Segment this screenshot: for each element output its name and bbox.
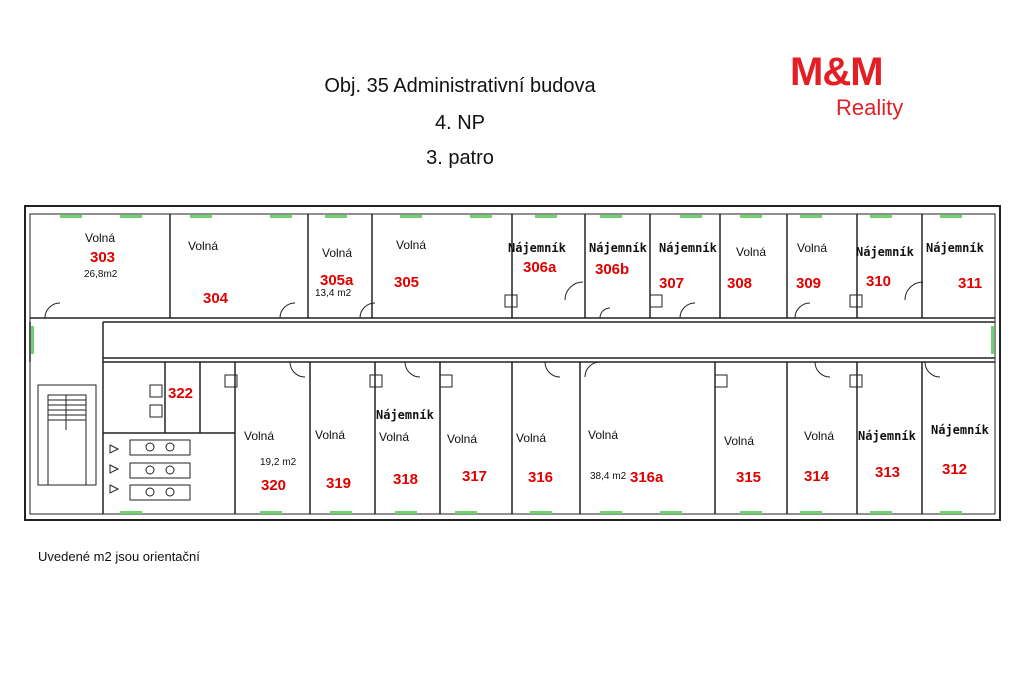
room-312-number: 312	[942, 461, 968, 478]
room-303-number: 303	[90, 249, 116, 266]
room-320-area: 19,2 m2	[260, 457, 297, 468]
room-316a-area: 38,4 m2	[590, 471, 627, 482]
room-305a-area: 13,4 m2	[315, 288, 352, 299]
room-304-status: Volná	[188, 239, 219, 253]
room-318-status: Volná	[379, 430, 410, 444]
room-319-number: 319	[326, 475, 352, 492]
room-319-status: Volná	[315, 428, 346, 442]
room-316-status: Volná	[516, 431, 547, 445]
room-316a-number: 316a	[630, 469, 664, 486]
mm-reality-logo	[790, 52, 920, 132]
sinks	[150, 295, 862, 417]
room-304-number: 304	[203, 290, 229, 307]
room-314-number: 314	[804, 468, 830, 485]
room-315-number: 315	[736, 469, 762, 486]
room-306b-status: Nájemník	[589, 241, 647, 255]
storey-label: 3. patro	[426, 147, 494, 169]
room-309-status: Volná	[797, 241, 828, 255]
room-305-status: Volná	[396, 238, 427, 252]
corridor	[30, 318, 995, 362]
logo-subtitle: Reality	[836, 95, 904, 120]
room-305a-number: 305a	[320, 272, 354, 289]
room-310-number: 310	[866, 273, 892, 290]
room-306a-number: 306a	[523, 259, 557, 276]
room-311-status: Nájemník	[926, 241, 984, 255]
room-308-status: Volná	[736, 245, 767, 259]
wc-fixtures	[110, 440, 190, 500]
plan-title: Obj. 35 Administrativní budova	[324, 75, 596, 97]
floor-label: 4. NP	[434, 112, 486, 134]
room-303-status: Volná	[85, 231, 116, 245]
room-303-area: 26,8m2	[84, 269, 118, 280]
room-318-number: 318	[393, 471, 419, 488]
room-305-number: 305	[394, 274, 420, 291]
room-313-number: 313	[875, 464, 901, 481]
room-306a-status: Nájemník	[508, 241, 566, 255]
room-317-status: Volná	[447, 432, 478, 446]
bottom-room-walls	[103, 362, 922, 514]
room-314-status: Volná	[804, 429, 835, 443]
room-320-status: Volná	[244, 429, 275, 443]
logo-mark: M&M	[790, 50, 883, 94]
room-309-number: 309	[796, 275, 822, 292]
area-disclaimer: Uvedené m2 jsou orientační	[38, 549, 200, 564]
room-315-status: Volná	[724, 434, 755, 448]
room-317-number: 317	[462, 468, 488, 485]
room-316a-status: Volná	[588, 428, 619, 442]
room-308-number: 308	[727, 275, 753, 292]
room-311-number: 311	[958, 275, 983, 292]
room-318-tenant: Nájemník	[376, 408, 434, 422]
room-310-status: Nájemník	[856, 245, 914, 259]
floor-plan	[0, 195, 1025, 525]
room-322-number: 322	[168, 385, 194, 402]
room-313-status: Nájemník	[858, 429, 916, 443]
staircase	[38, 385, 96, 485]
room-307-number: 307	[659, 275, 685, 292]
room-306b-number: 306b	[595, 261, 630, 278]
room-316-number: 316	[528, 469, 554, 486]
room-307-status: Nájemník	[659, 241, 717, 255]
room-312-status: Nájemník	[931, 423, 989, 437]
room-305a-status: Volná	[322, 246, 353, 260]
room-320-number: 320	[261, 477, 287, 494]
